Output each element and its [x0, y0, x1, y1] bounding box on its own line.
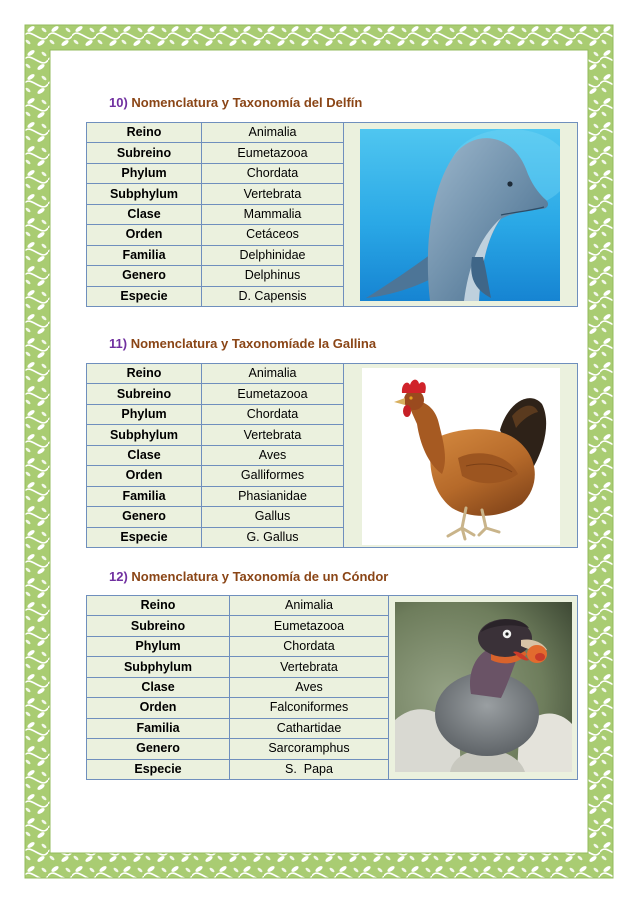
taxon-value: Chordata	[202, 404, 344, 424]
hen-image	[362, 368, 560, 545]
taxon-value: Vertebrata	[230, 657, 389, 677]
section-number: 12)	[109, 569, 128, 584]
rank-label: Subreino	[87, 384, 202, 404]
taxon-value: Aves	[202, 445, 344, 465]
king-vulture-photo	[395, 602, 572, 772]
taxon-value: Gallus	[202, 507, 344, 527]
taxon-value: Cathartidae	[230, 718, 389, 738]
rank-label: Clase	[87, 445, 202, 465]
taxon-value: Cetáceos	[202, 225, 344, 245]
rank-label: Subreino	[87, 616, 230, 636]
taxon-value: Chordata	[202, 163, 344, 183]
taxon-value: D. Capensis	[202, 286, 344, 307]
rank-label: Genero	[87, 507, 202, 527]
rank-label: Subphylum	[87, 657, 230, 677]
dolphin-photo	[360, 129, 560, 301]
rank-label: Familia	[87, 245, 202, 265]
rank-label: Reino	[87, 596, 230, 616]
rank-label: Subreino	[87, 143, 202, 163]
rank-label: Reino	[87, 123, 202, 143]
dolphin-eye	[507, 181, 512, 186]
taxon-value: G. Gallus	[202, 527, 344, 548]
rank-label: Orden	[87, 698, 230, 718]
taxon-value: Eumetazooa	[230, 616, 389, 636]
rank-label: Orden	[87, 466, 202, 486]
taxon-value: S. Papa	[230, 759, 389, 780]
rank-label: Especie	[87, 527, 202, 548]
king-vulture-image	[395, 602, 572, 772]
rank-label: Subphylum	[87, 184, 202, 204]
taxon-value: Animalia	[202, 364, 344, 384]
taxon-value: Delphinus	[202, 266, 344, 286]
hen-eye	[409, 396, 412, 399]
taxon-value: Delphinidae	[202, 245, 344, 265]
rank-label: Orden	[87, 225, 202, 245]
rank-label: Especie	[87, 286, 202, 307]
taxon-value: Vertebrata	[202, 184, 344, 204]
rank-label: Especie	[87, 759, 230, 780]
taxon-value: Phasianidae	[202, 486, 344, 506]
section-title	[109, 336, 376, 352]
taxon-value: Falconiformes	[230, 698, 389, 718]
section-title-text: Nomenclatura y Taxonomía de un Cóndor	[131, 569, 389, 584]
hen-wattle	[403, 405, 411, 417]
rank-label: Clase	[87, 204, 202, 224]
rank-label: Subphylum	[87, 425, 202, 445]
section-title	[109, 569, 388, 585]
rank-label: Clase	[87, 677, 230, 697]
rank-label: Phylum	[87, 636, 230, 656]
rank-label: Reino	[87, 364, 202, 384]
taxon-value: Sarcoramphus	[230, 739, 389, 759]
section-number: 11)	[109, 336, 128, 351]
rank-label: Familia	[87, 718, 230, 738]
taxon-value: Galliformes	[202, 466, 344, 486]
rank-label: Familia	[87, 486, 202, 506]
dolphin-image	[360, 129, 560, 301]
section-title-text: Nomenclatura y Taxonomía del Delfín	[131, 95, 363, 110]
rank-label: Phylum	[87, 163, 202, 183]
taxon-value: Animalia	[202, 123, 344, 143]
taxon-value: Animalia	[230, 596, 389, 616]
rank-label: Genero	[87, 739, 230, 759]
section-title	[109, 95, 362, 111]
taxon-value: Aves	[230, 677, 389, 697]
rank-label: Genero	[87, 266, 202, 286]
section-title-text: Nomenclatura y Taxonomíade la Gallina	[130, 336, 377, 351]
taxon-value: Eumetazooa	[202, 384, 344, 404]
taxon-value: Chordata	[230, 636, 389, 656]
taxon-value: Mammalia	[202, 204, 344, 224]
taxon-value: Vertebrata	[202, 425, 344, 445]
rank-label: Phylum	[87, 404, 202, 424]
hen-photo	[362, 368, 560, 545]
section-number: 10)	[109, 95, 128, 110]
taxon-value: Eumetazooa	[202, 143, 344, 163]
